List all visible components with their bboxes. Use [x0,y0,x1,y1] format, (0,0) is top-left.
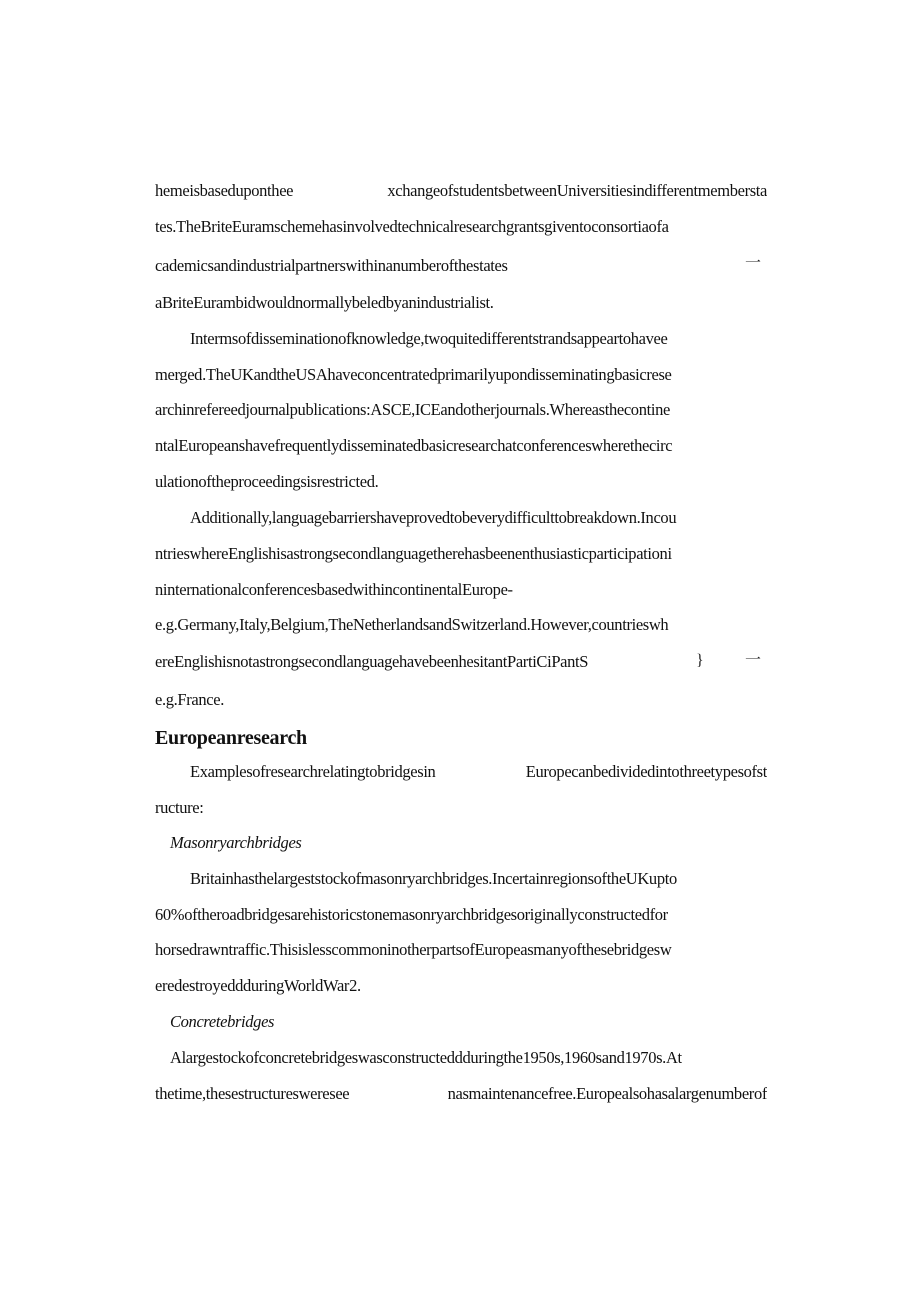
paragraph-2-line-1: Intermsofdisseminationofknowledge,twoquitedifferentstrandsappeartohavee [190,329,668,348]
masonry-line-4: eredestroyeddduringWorldWar2. [155,976,361,995]
paragraph-1-line-4: aBriteEurambidwouldnormallybeledbyanindustrialist. [155,293,494,312]
paragraph-2-line-3: archinrefereedjournalpublications:ASCE,ICEandotherjournals.Whereasthecontine [155,400,670,419]
dash-mark-2: 一 [745,652,762,669]
paragraph-2-line-5: ulationoftheproceedingsisrestricted. [155,472,379,491]
paragraph-3-line-6: e.g.France. [155,690,224,709]
paragraph-2-line-2: merged.TheUKandtheUSAhaveconcentratedprimarilyupondisseminatingbasicrese [155,365,672,384]
subsection-heading-concrete: Concretebridges [170,1012,275,1031]
masonry-line-2: 60%oftheroadbridgesarehistoricstonemasonryarchbridgesoriginallyconstructedfor [155,905,668,924]
dash-mark: 一 [745,255,762,272]
masonry-line-1: Britainhasthelargeststockofmasonryarchbridges.IncertainregionsoftheUKupto [190,869,677,888]
paragraph-2-line-4: ntalEuropeanshavefrequentlydisseminatedbasicresearchatconferenceswherethecirc [155,436,673,455]
paragraph-3-line-4: e.g.Germany,Italy,Belgium,TheNetherlandsandSwitzerland.However,countrieswh [155,615,669,634]
concrete-line-2: thetime,thesestructuresweresee nasmaintenancefree.Europealsohasalargenumberof [155,1084,767,1103]
paragraph-3-line-5: ereEnglishisnotastrongsecondlanguagehavebeenhesitantPartiCiPantS [155,652,589,671]
paragraph-3-line-3: ninternationalconferencesbasedwithincontinentalEurope- [155,580,513,599]
paragraph-3-line-1: Additionally,languagebarriershaveprovedtobeverydifficulttobreakdown.Incou [190,508,677,527]
section-intro-line-2: ructure: [155,798,204,817]
section-heading: Europeanresearch [155,727,307,749]
subsection-heading-masonry: Masonryarchbridges [170,833,302,852]
section-intro-line-1: Examplesofresearchrelatingtobridgesin Europecanbedividedintothreetypesofst [190,762,767,781]
paragraph-1-line-3: cademicsandindustrialpartnerswithinanumberofthestates [155,256,508,275]
paragraph-1-line-1: hemeisbaseduponthee xchangeofstudentsbetweenUniversitiesindifferentmembersta [155,181,767,200]
paragraph-3-line-2: ntrieswhereEnglishisastrongsecondlanguagetherehasbeenenthusiasticparticipationi [155,544,672,563]
masonry-line-3: horsedrawntraffic.ThisislesscommoninotherpartsofEuropeasmanyofthesebridgesw [155,940,672,959]
brace-mark: } [696,652,704,669]
concrete-line-1: Alargestockofconcretebridgeswasconstructeddduringthe1950s,1960sand1970s.At [170,1048,682,1067]
paragraph-1-line-2: tes.TheBriteEuramschemehasinvolvedtechnicalresearchgrantsgiventoconsortiaofa [155,217,669,236]
